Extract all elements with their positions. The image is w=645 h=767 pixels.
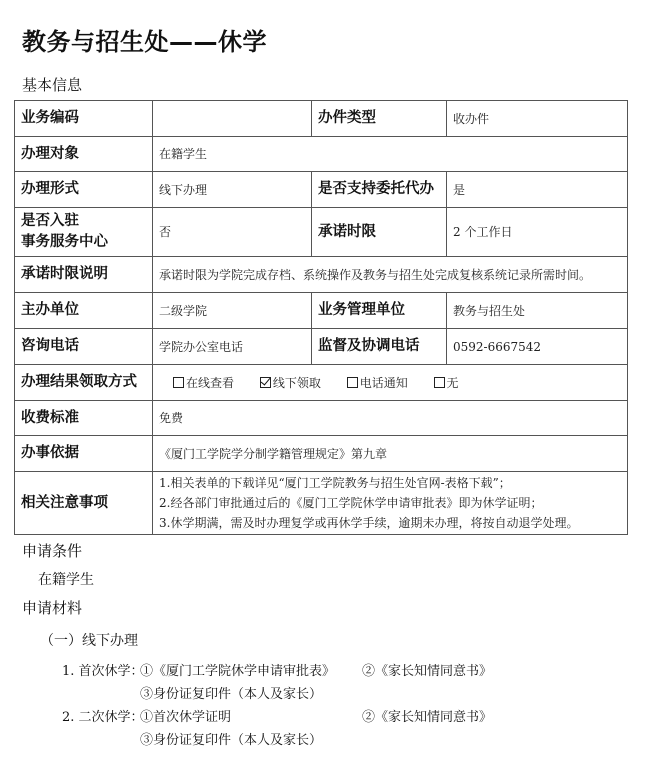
option-none[interactable]	[434, 374, 459, 392]
table-row	[15, 472, 628, 535]
material-item-2-b: ②《家长知情同意书》	[362, 710, 493, 725]
label-basis: 办事依据	[15, 436, 153, 472]
info-table	[14, 100, 628, 535]
label-supervision-phone: 监督及协调电话	[312, 329, 447, 365]
option-phone-notice[interactable]	[347, 374, 408, 392]
value-management-unit: 教务与招生处	[447, 293, 628, 329]
label-service-center-line2: 事务服务中心	[21, 234, 108, 250]
checkbox-checked-icon	[260, 377, 271, 388]
material-item-1-a: ①《厦门工学院休学申请审批表》	[140, 664, 336, 679]
label-target: 办理对象	[15, 137, 153, 172]
table-row	[15, 293, 628, 329]
value-business-code	[153, 101, 312, 137]
material-item-1-label: 1. 首次休学：	[62, 664, 144, 679]
value-service-center: 否	[153, 208, 312, 257]
option-offline-pickup[interactable]	[260, 374, 321, 392]
value-phone: 学院办公室电话	[153, 329, 312, 365]
table-row	[15, 101, 628, 137]
table-row	[15, 172, 628, 208]
material-item-2-c: ③身份证复印件（本人及家长）	[140, 733, 323, 748]
label-time-limit: 承诺时限	[312, 208, 447, 257]
value-handling-form: 线下办理	[153, 172, 312, 208]
label-service-center	[15, 208, 153, 257]
label-result-pickup: 办理结果领取方式	[15, 365, 153, 401]
table-row	[15, 401, 628, 436]
label-fee: 收费标准	[15, 401, 153, 436]
checkbox-unchecked-icon	[434, 377, 445, 388]
note-line: 3.休学期满，需及时办理复学或再休学手续，逾期未办理，将按自动退学处理。	[159, 516, 579, 530]
value-fee: 免费	[153, 401, 628, 436]
label-management-unit: 业务管理单位	[312, 293, 447, 329]
label-proxy: 是否支持委托代办	[312, 172, 447, 208]
page-title: 教务与招生处——休学	[22, 28, 267, 56]
section-basic-info: 基本信息	[22, 76, 83, 94]
table-row	[15, 365, 628, 401]
conditions-text: 在籍学生	[38, 572, 94, 588]
section-materials: 申请材料	[22, 599, 83, 617]
value-supervision-phone: 0592-6667542	[447, 329, 628, 365]
materials-subheading: （一）线下办理	[40, 633, 138, 649]
table-row	[15, 329, 628, 365]
material-item-1-b: ②《家长知情同意书》	[362, 664, 493, 679]
label-notes: 相关注意事项	[15, 472, 153, 535]
value-time-limit: 2 个工作日	[447, 208, 628, 257]
value-target: 在籍学生	[153, 137, 628, 172]
table-row	[15, 208, 628, 257]
value-basis: 《厦门工学院学分制学籍管理规定》第九章	[153, 436, 628, 472]
label-service-center-line1: 是否入驻	[21, 213, 79, 229]
value-result-pickup	[153, 365, 628, 401]
checkbox-unchecked-icon	[347, 377, 358, 388]
value-time-limit-note: 承诺时限为学院完成存档、系统操作及教务与招生处完成复核系统记录所需时间。	[153, 257, 628, 293]
material-item-2-a: ①首次休学证明	[140, 710, 232, 725]
value-proxy: 是	[447, 172, 628, 208]
option-label: 在线查看	[186, 375, 235, 390]
label-business-code: 业务编码	[15, 101, 153, 137]
value-case-type: 收办件	[447, 101, 628, 137]
table-row	[15, 137, 628, 172]
option-label: 电话通知	[359, 375, 408, 390]
label-case-type: 办件类型	[312, 101, 447, 137]
option-label: 线下领取	[272, 375, 321, 390]
label-handling-form: 办理形式	[15, 172, 153, 208]
note-line: 1.相关表单的下载详见“厦门工学院教务与招生处官网-表格下载”；	[159, 476, 511, 490]
table-row	[15, 257, 628, 293]
material-item-2-label: 2. 二次休学：	[62, 710, 144, 725]
section-conditions: 申请条件	[22, 542, 83, 560]
label-time-limit-note: 承诺时限说明	[15, 257, 153, 293]
checkbox-unchecked-icon	[173, 377, 184, 388]
value-notes	[153, 472, 628, 535]
material-item-1-c: ③身份证复印件（本人及家长）	[140, 687, 323, 702]
value-host-unit: 二级学院	[153, 293, 312, 329]
label-phone: 咨询电话	[15, 329, 153, 365]
table-row	[15, 436, 628, 472]
option-online-view[interactable]	[173, 374, 234, 392]
label-host-unit: 主办单位	[15, 293, 153, 329]
option-label: 无	[446, 375, 459, 390]
note-line: 2.经各部门审批通过后的《厦门工学院休学申请审批表》即为休学证明；	[159, 496, 543, 510]
